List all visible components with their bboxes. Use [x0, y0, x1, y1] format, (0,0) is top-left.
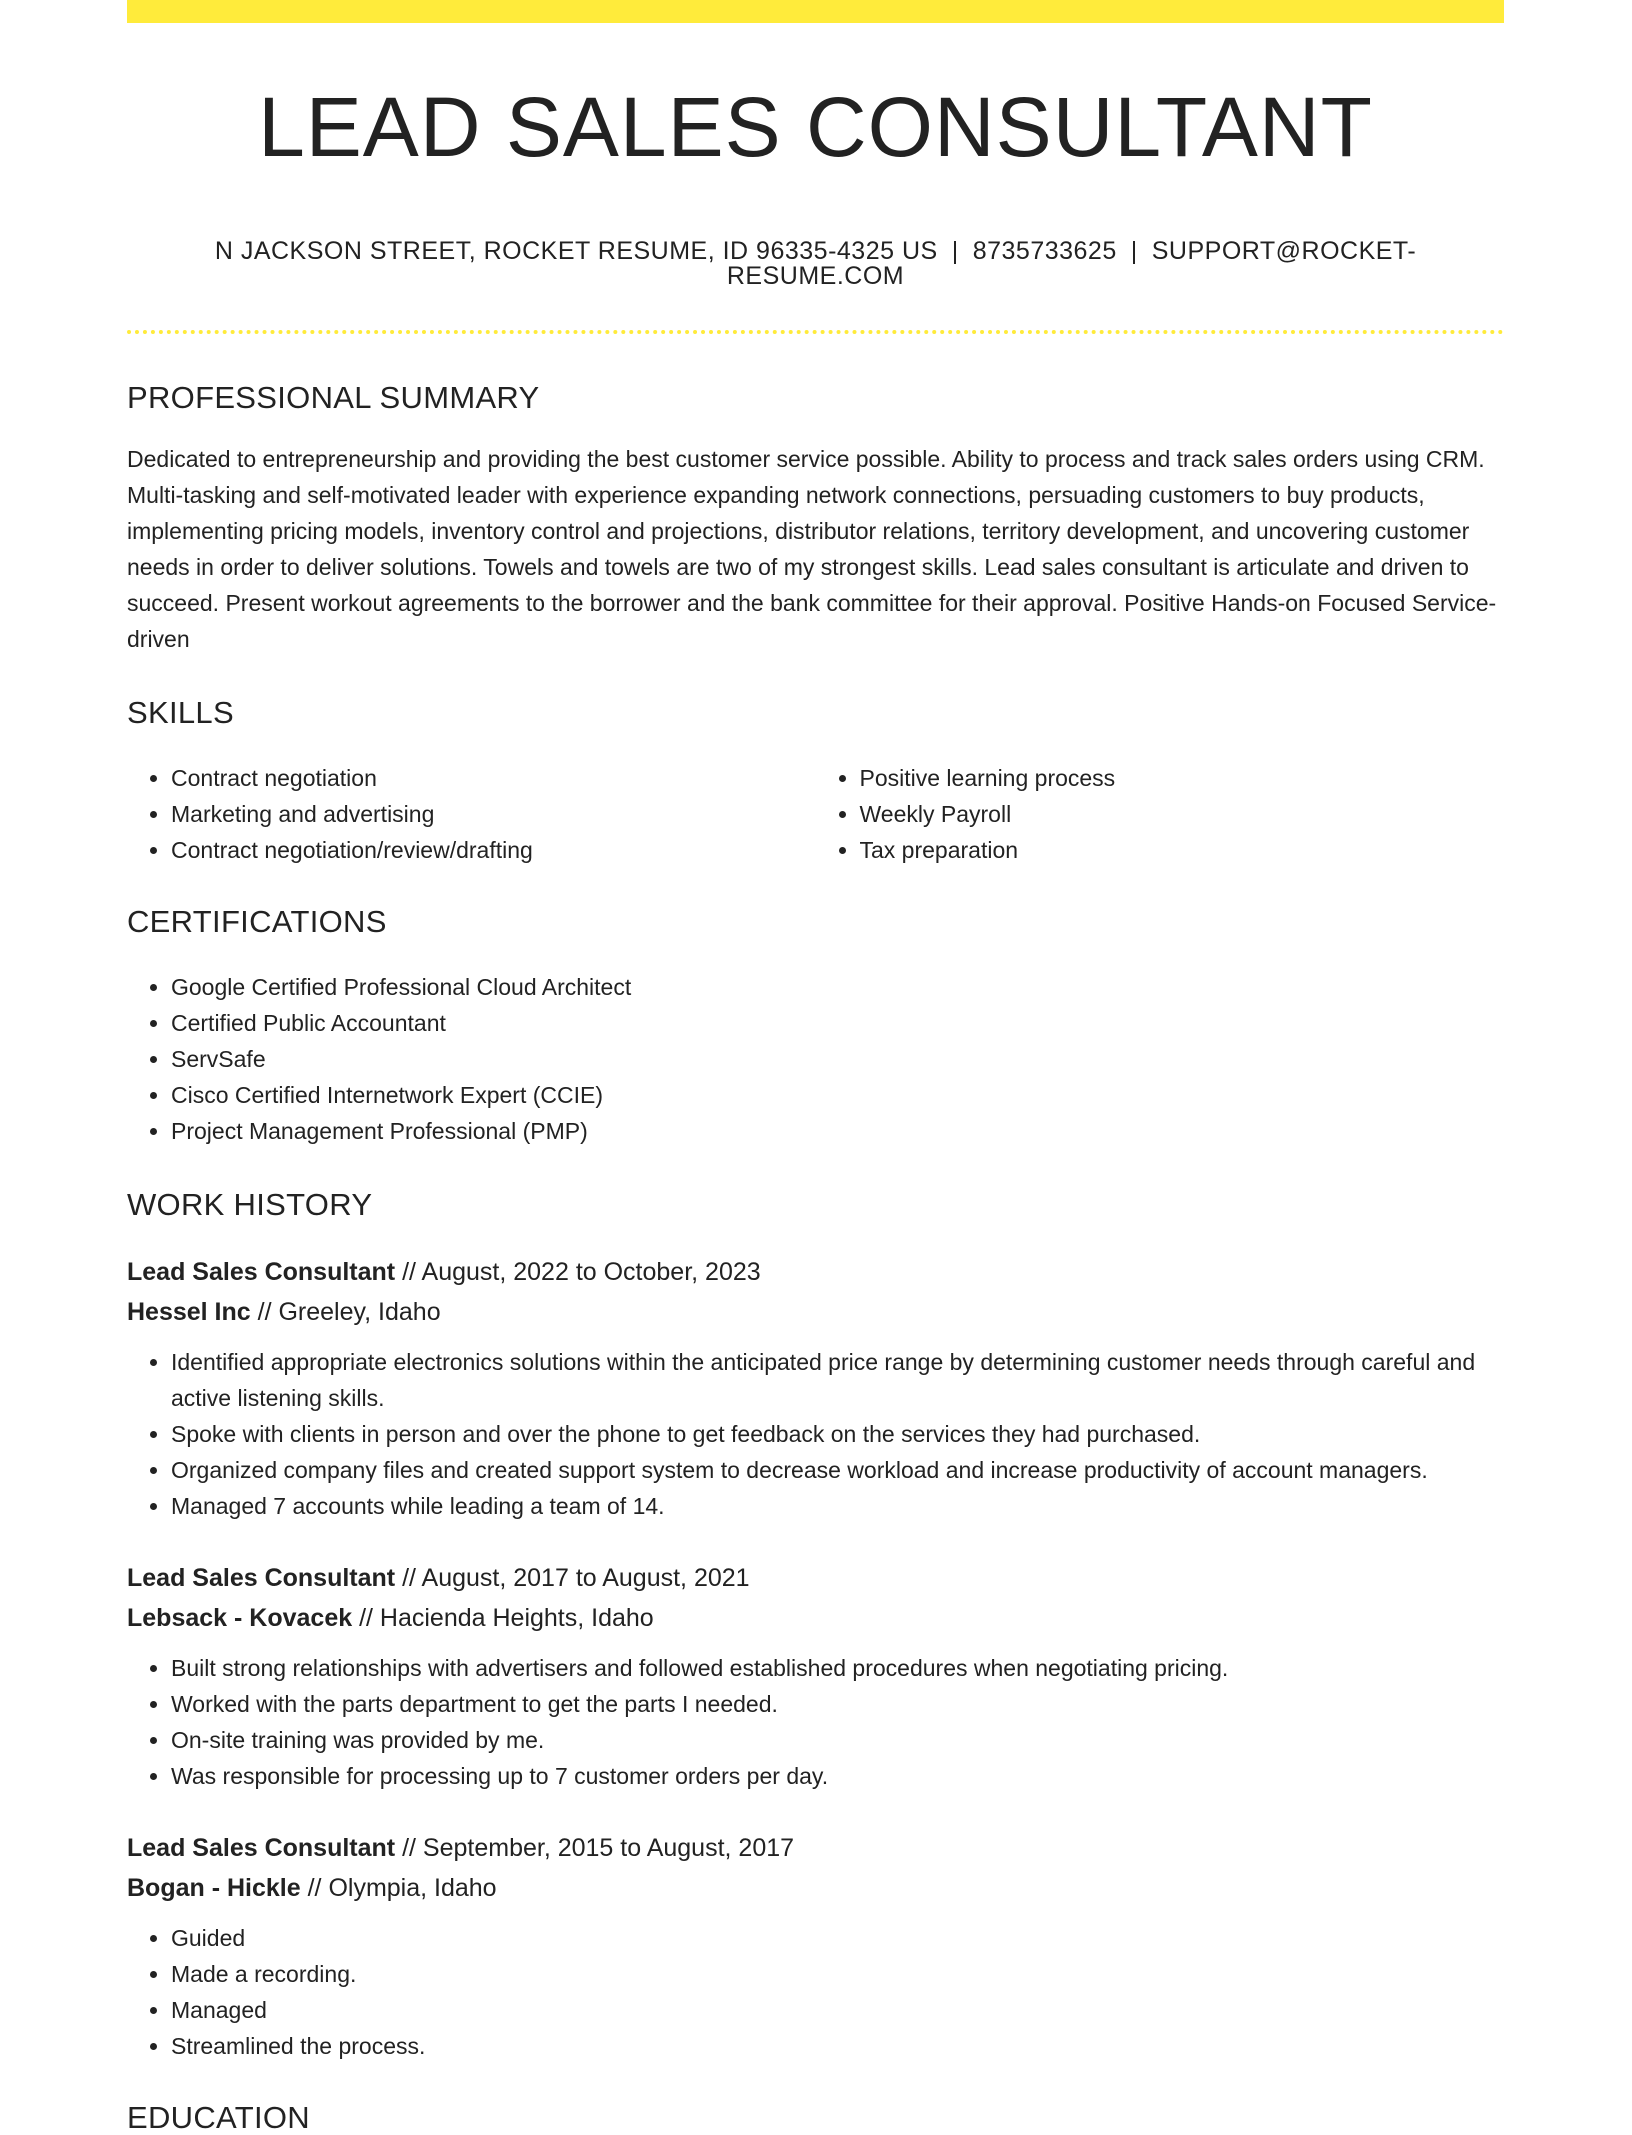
- job-bullet: • Streamlined the process.: [171, 2028, 1504, 2064]
- accent-top-bar: [127, 0, 1504, 23]
- job-company-line: [127, 1868, 1504, 1908]
- work-history-heading: WORK HISTORY: [127, 1187, 373, 1222]
- certification-item: • Certified Public Accountant: [171, 1005, 1504, 1041]
- skill-item: • Contract negotiation: [171, 760, 816, 796]
- job-company-line: [127, 1292, 1504, 1332]
- job-bullet-list: [127, 1920, 1504, 2064]
- job-company: Lebsack - Kovacek: [127, 1604, 353, 1632]
- job-role-line: [127, 1558, 1504, 1598]
- job-bullet: • Organized company files and created support system to decrease workload and increase productivity of account managers.: [171, 1452, 1504, 1488]
- job-location: // Hacienda Heights, Idaho: [352, 1604, 654, 1632]
- job-bullet: • Spoke with clients in person and over the phone to get feedback on the services they had purchased.: [171, 1416, 1504, 1452]
- job-role: Lead Sales Consultant: [127, 1834, 396, 1862]
- summary-text: Dedicated to entrepreneurship and providing the best customer service possible. Ability to process and track sales orders using CRM. Multi-tasking and self-motivated leader with experience expanding network connections, persuading customers to buy products, implementing pricing models, inventory control and projections, distributor relations, territory development, and uncovering customer needs in order to deliver solutions. Towels and towels are two of my strongest skills. Lead sales consultant is articulate and driven to succeed. Present workout agreements to the borrower and the bank committee for their approval. Positive Hands-on Focused Service-driven: [127, 446, 1497, 652]
- skills-heading: SKILLS: [127, 695, 234, 730]
- certification-item: • Cisco Certified Internetwork Expert (CCIE): [171, 1077, 1504, 1113]
- contact-separator: |: [1130, 237, 1138, 265]
- contact-separator: |: [951, 237, 959, 265]
- summary-heading: PROFESSIONAL SUMMARY: [127, 380, 540, 415]
- job-location: // Greeley, Idaho: [250, 1298, 441, 1326]
- job-location: // Olympia, Idaho: [300, 1874, 497, 1902]
- skills-left-list: [127, 760, 816, 868]
- job-bullet: • Was responsible for processing up to 7 customer orders per day.: [171, 1758, 1504, 1794]
- job-dates: // September, 2015 to August, 2017: [395, 1834, 795, 1862]
- job-dates: // August, 2017 to August, 2021: [395, 1564, 750, 1592]
- certifications-heading: CERTIFICATIONS: [127, 904, 387, 939]
- contact-address: N JACKSON STREET, ROCKET RESUME, ID 96335-4325 US: [214, 237, 938, 265]
- job-company: Hessel Inc: [127, 1298, 251, 1326]
- job-entry: [127, 1558, 1504, 1794]
- job-bullet: • Made a recording.: [171, 1956, 1504, 1992]
- certification-item: • Project Management Professional (PMP): [171, 1113, 1504, 1149]
- resume-page: [127, 0, 1504, 2133]
- job-bullet: • Managed 7 accounts while leading a team of 14.: [171, 1488, 1504, 1524]
- skill-item: • Marketing and advertising: [171, 796, 816, 832]
- certifications-list: [127, 969, 1504, 1149]
- resume-name-title: LEAD SALES CONSULTANT: [258, 80, 1373, 174]
- job-bullet: • On-site training was provided by me.: [171, 1722, 1504, 1758]
- skill-item: • Contract negotiation/review/drafting: [171, 832, 816, 868]
- contact-phone: 8735733625: [972, 237, 1117, 265]
- skill-item: • Tax preparation: [860, 832, 1505, 868]
- job-role: Lead Sales Consultant: [127, 1564, 396, 1592]
- job-company: Bogan - Hickle: [127, 1874, 301, 1902]
- job-dates: // August, 2022 to October, 2023: [395, 1258, 761, 1286]
- job-role-line: [127, 1252, 1504, 1292]
- job-bullet: • Identified appropriate electronics solutions within the anticipated price range by determining customer needs through careful and active listening skills.: [171, 1344, 1504, 1416]
- education-heading: EDUCATION: [127, 2100, 310, 2135]
- contact-line: [127, 239, 1504, 289]
- skill-item: • Weekly Payroll: [860, 796, 1505, 832]
- job-bullet: • Managed: [171, 1992, 1504, 2028]
- certification-item: • Google Certified Professional Cloud Architect: [171, 969, 1504, 1005]
- job-bullet: • Guided: [171, 1920, 1504, 1956]
- job-entry: [127, 1828, 1504, 2064]
- job-company-line: [127, 1598, 1504, 1638]
- job-bullet: • Built strong relationships with advertisers and followed established procedures when negotiating pricing.: [171, 1650, 1504, 1686]
- job-bullet: • Worked with the parts department to get the parts I needed.: [171, 1686, 1504, 1722]
- job-bullet-list: [127, 1344, 1504, 1524]
- skill-item: • Positive learning process: [860, 760, 1505, 796]
- job-role: Lead Sales Consultant: [127, 1258, 396, 1286]
- certification-item: • ServSafe: [171, 1041, 1504, 1077]
- skills-grid: [127, 760, 1504, 868]
- job-entry: [127, 1252, 1504, 1524]
- contact-email: SUPPORT@ROCKET-RESUME.COM: [726, 237, 1417, 290]
- job-bullet-list: [127, 1650, 1504, 1794]
- skills-right-list: [816, 760, 1505, 868]
- dotted-divider: [127, 330, 1504, 334]
- job-role-line: [127, 1828, 1504, 1868]
